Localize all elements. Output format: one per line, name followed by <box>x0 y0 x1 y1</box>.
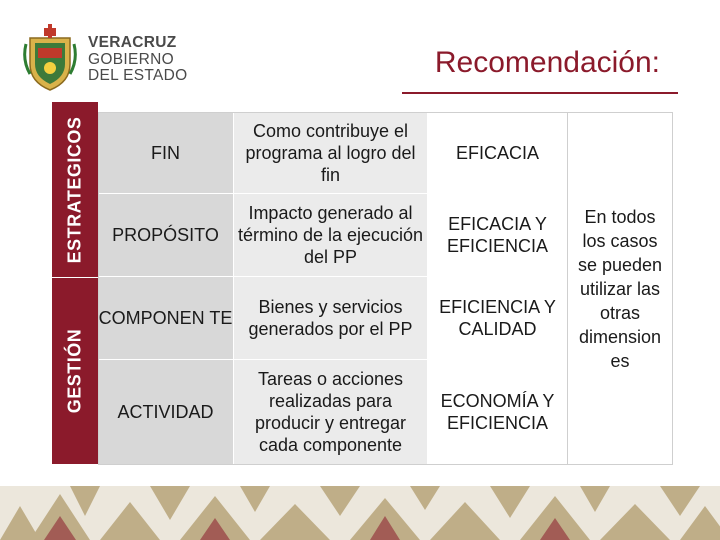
brand-line-1: VERACRUZ <box>88 34 177 51</box>
page-title: Recomendación: <box>434 46 660 79</box>
side-note-text: En todos los casos se pueden utilizar las otras dimension es <box>577 206 663 371</box>
row-proposito-description: Impacto generado al término de la ejecución del PP <box>234 194 428 277</box>
gestion-text: GESTIÓN <box>64 328 85 414</box>
row-componente-description: Bienes y servicios generados por el PP <box>234 277 428 360</box>
decorative-pattern-band <box>0 486 720 540</box>
row-fin-description: Como contribuye el programa al logro del fin <box>234 112 428 194</box>
row-fin-level: FIN <box>98 112 234 194</box>
row-proposito-level: PROPÓSITO <box>98 194 234 277</box>
gestion-label <box>52 278 98 464</box>
row-componente-level: COMPONEN TE <box>98 277 234 360</box>
row-actividad-criterion: ECONOMÍA Y EFICIENCIA <box>428 360 568 465</box>
veracruz-coat-of-arms-icon <box>22 24 78 92</box>
estrategicos-label <box>52 102 98 277</box>
row-componente-criterion: EFICIENCIA Y CALIDAD <box>428 277 568 360</box>
title-underline <box>402 92 678 94</box>
estrategicos-text: ESTRATEGICOS <box>64 116 85 263</box>
side-note <box>567 112 673 465</box>
brand-wordmark <box>88 35 187 84</box>
row-fin-criterion: EFICACIA <box>428 112 568 194</box>
brand-line-3: DEL ESTADO <box>88 67 188 84</box>
row-actividad-level: ACTIVIDAD <box>98 360 234 465</box>
row-actividad-description: Tareas o acciones realizadas para producir y entregar cada componente <box>234 360 428 465</box>
brand-line-2: GOBIERNO <box>88 50 174 68</box>
row-proposito-criterion: EFICACIA Y EFICIENCIA <box>428 194 568 277</box>
